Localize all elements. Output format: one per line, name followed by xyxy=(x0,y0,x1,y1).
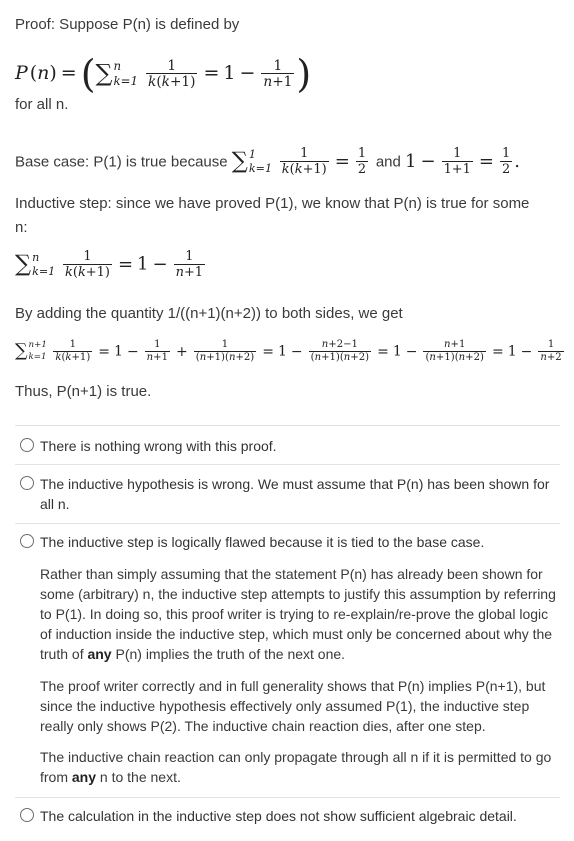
option-1-label: There is nothing wrong with this proof. xyxy=(40,438,277,454)
adding-text: By adding the quantity 1/((n+1)(n+2)) to both sides, we get xyxy=(15,305,403,322)
base-case-line: Base case: P(1) is true because ∑ 1 k=1 $\frac{1}{k(k+1)}$ = $\frac{1}{2}$ and 1 − $\frac{1}{1+1}$ = $\frac{1}{2}$ . xyxy=(15,146,520,177)
inductive-hypothesis-formula: ∑ n k=1 $\frac{1}{k(k+1)}$ = 1 − $\frac{1}{n+1}$ xyxy=(15,249,204,280)
proof-intro-text: Proof: Suppose P(n) is defined by xyxy=(15,16,240,33)
explanation-text: The inductive chain reaction can only propagate through all n if it is permitted to go from xyxy=(40,749,552,785)
pn-definition-formula: P (n) = ( ∑ n k=1 $\frac{1}{k(k+1)}$ = 1 − $\frac{1}{n+1}$ ) xyxy=(15,52,312,96)
radio-button-1[interactable] xyxy=(20,438,34,452)
radio-button-2[interactable] xyxy=(20,476,34,490)
option-1[interactable] xyxy=(20,436,560,456)
explanation-text: Rather than simply assuming that the statement P(n) has already been shown for some (arbitrary) n, the inductive step attempts to justify this assumption by referring to P(1). In doing so, this proof writer is trying to re-explain/re-prove the global logic of induction inside the inductive step, which must only be concerned about why the truth of xyxy=(40,566,556,662)
explanation-text: P(n) implies the truth of the next one. xyxy=(111,646,346,662)
base-case-text: Base case: P(1) is true because xyxy=(15,153,228,171)
inductive-computation-formula: ∑ n+1 k=1 $\frac{1}{k(k+1)}$ = 1 − $\frac{1}{n+1}$ + $\frac{1}{(n+1)(n+2)}$ = 1 − $\frac{n+2-1}{(n+1)(n+2)}$ = 1 − $\frac{n+1}{(n+1)(n+2)}$ = 1 − $\frac{1}{n+2}$ xyxy=(15,339,562,363)
and-text: and xyxy=(375,153,401,171)
emphasis-any: any xyxy=(87,646,112,662)
for-all-text: for all n. xyxy=(15,96,69,113)
emphasis-any: any xyxy=(71,769,97,785)
explanation-paragraph-3 xyxy=(40,747,560,787)
option-2[interactable] xyxy=(20,474,560,514)
inductive-step-text: Inductive step: since we have proved P(1), we know that P(n) is true for some xyxy=(15,195,530,212)
option-2-label: The inductive hypothesis is wrong. We must assume that P(n) has been shown for all n. xyxy=(40,476,550,512)
option-3-label: The inductive step is logically flawed because it is tied to the base case. xyxy=(40,534,485,550)
divider xyxy=(15,797,560,798)
explanation-paragraph-1 xyxy=(40,564,560,664)
option-4-label: The calculation in the inductive step does not show sufficient algebraic detail. xyxy=(40,808,517,824)
divider xyxy=(15,523,560,524)
option-4[interactable] xyxy=(20,806,560,826)
divider xyxy=(15,464,560,465)
divider xyxy=(15,425,560,426)
explanation-text: n to the next. xyxy=(96,769,181,785)
inductive-step-text-2: n: xyxy=(15,219,28,236)
option-3[interactable] xyxy=(20,532,560,552)
explanation-paragraph-2: The proof writer correctly and in full generality shows that P(n) implies P(n+1), but since the inductive hypothesis effectively only assumed P(1), the inductive step really only shows P(2). The inductive chain reaction dies, after one step. xyxy=(40,678,546,734)
radio-button-3[interactable] xyxy=(20,534,34,548)
radio-button-4[interactable] xyxy=(20,808,34,822)
thus-text: Thus, P(n+1) is true. xyxy=(15,383,152,400)
